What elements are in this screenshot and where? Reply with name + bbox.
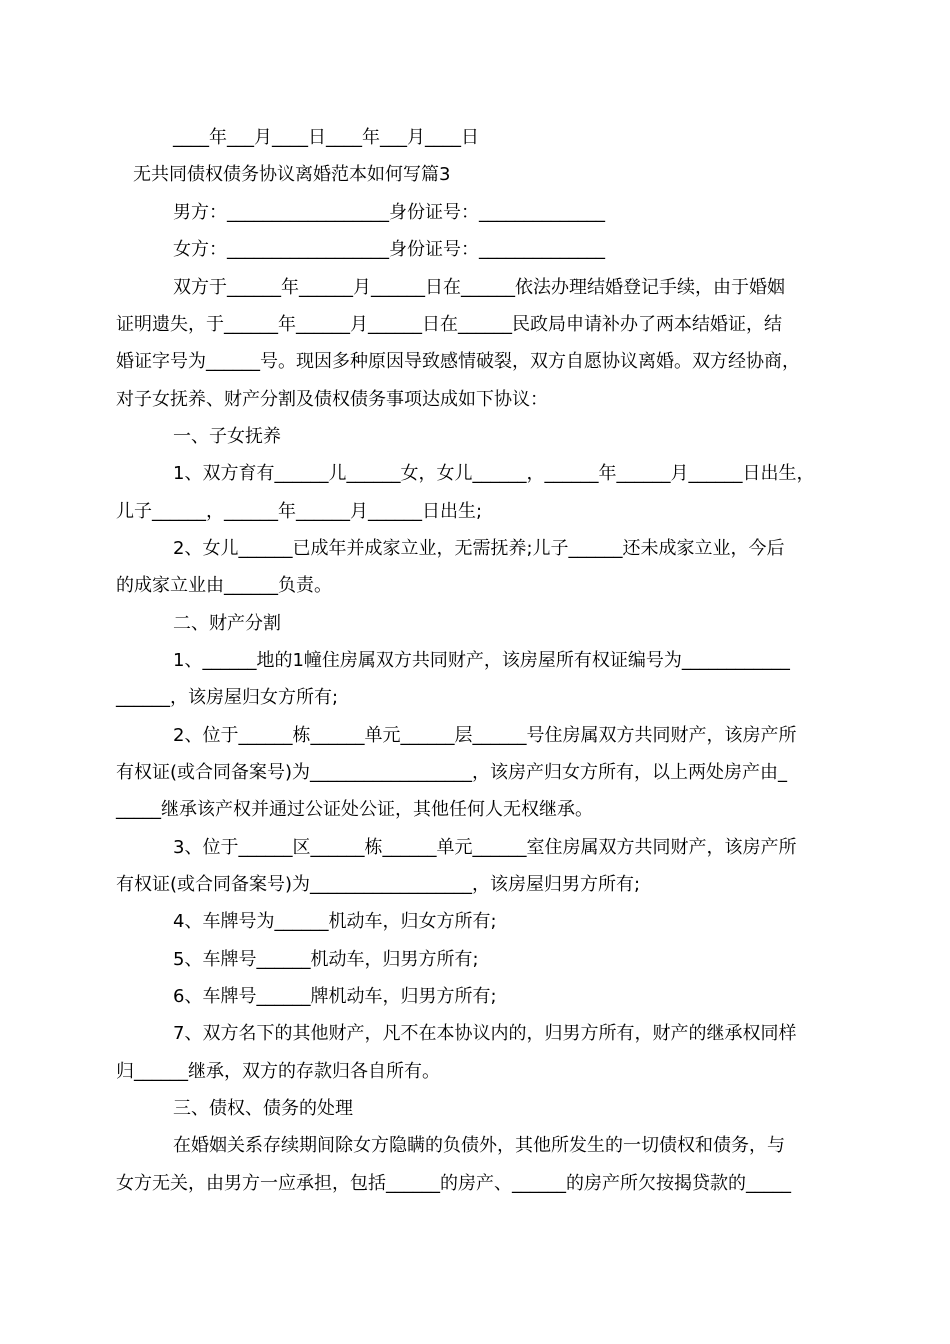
clause-line: 3、位于______区______栋______单元______室住房属双方共同财产，该房产所 <box>173 837 797 858</box>
clause-line: 2、位于______栋______单元______层______号住房属双方共同财产，该房产所 <box>173 725 797 746</box>
clause-line: 儿子______，______年______月______日出生; <box>116 501 483 522</box>
clause-line: 有权证(或合同备案号)为__________________，该房产归女方所有，以上两处房产由_ <box>116 762 788 783</box>
husband-info-line: 男方：__________________身份证号：______________ <box>173 202 605 223</box>
section-heading-child-custody: 一、子女抚养 <box>173 426 281 447</box>
paragraph-line: 证明遗失，于______年______月______日在______民政局申请补办了两本结婚证，结 <box>116 314 782 335</box>
clause-line: _____继承该产权并通过公证处公证，其他任何人无权继承。 <box>116 799 593 820</box>
section-title: 无共同债权债务协议离婚范本如何写篇3 <box>133 164 451 185</box>
clause-line: 归______继承，双方的存款归各自所有。 <box>116 1061 440 1082</box>
clause-line: 1、______地的1幢住房属双方共同财产，该房屋所有权证编号为____________ <box>173 650 790 671</box>
clause-line: 6、车牌号______牌机动车，归男方所有; <box>173 986 497 1007</box>
paragraph-line: 婚证字号为______号。现因多种原因导致感情破裂，双方自愿协议离婚。双方经协商， <box>116 351 800 372</box>
clause-line: 5、车牌号______机动车，归男方所有; <box>173 949 479 970</box>
paragraph-line: 对子女抚养、财产分割及债权债务事项达成如下协议： <box>116 389 548 410</box>
paragraph-line: 双方于______年______月______日在______依法办理结婚登记手续，由于婚姻 <box>173 277 785 298</box>
clause-line: ______，该房屋归女方所有; <box>116 687 339 708</box>
paragraph-line: 在婚姻关系存续期间除女方隐瞒的负债外，其他所发生的一切债权和债务，与 <box>173 1135 785 1156</box>
clause-line: 2、女儿______已成年并成家立业，无需抚养;儿子______还未成家立业，今后 <box>173 538 785 559</box>
section-heading-debts: 三、债权、债务的处理 <box>173 1098 353 1119</box>
clause-line: 7、双方名下的其他财产，凡不在本协议内的，归男方所有，财产的继承权同样 <box>173 1023 797 1044</box>
paragraph-line: 女方无关，由男方一应承担，包括______的房产、______的房产所欠按揭贷款的_____ <box>116 1173 791 1194</box>
clause-line: 的成家立业由______负责。 <box>116 575 332 596</box>
wife-info-line: 女方：__________________身份证号：______________ <box>173 239 605 260</box>
clause-line: 4、车牌号为______机动车，归女方所有; <box>173 911 497 932</box>
date-line: ____年___月____日____年___月____日 <box>173 127 479 148</box>
clause-line: 1、双方育有______儿______女，女儿______，______年______月______日出生， <box>173 463 815 484</box>
clause-line: 有权证(或合同备案号)为__________________，该房屋归男方所有; <box>116 874 641 895</box>
section-heading-property-division: 二、财产分割 <box>173 613 281 634</box>
